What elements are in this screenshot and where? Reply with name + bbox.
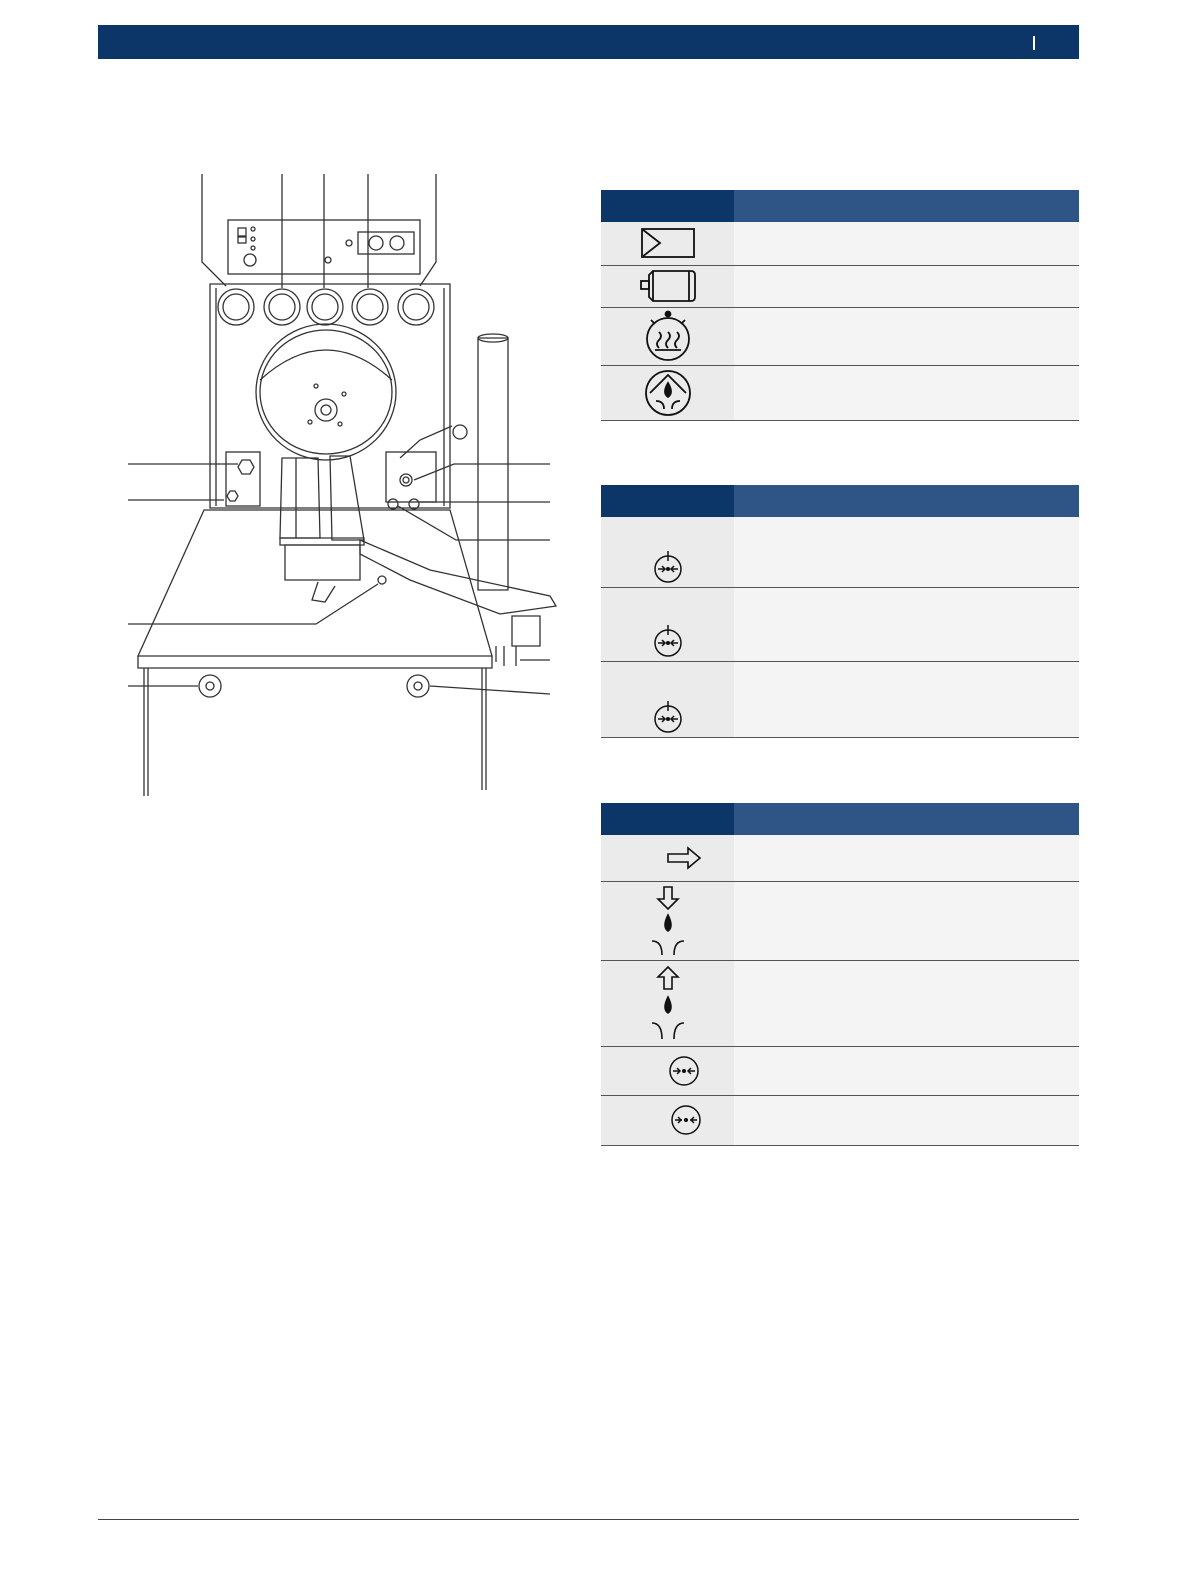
table-cell-text xyxy=(734,835,1079,881)
table-cell-text xyxy=(734,365,1079,420)
program-play-icon xyxy=(601,227,734,259)
pressure-gauges xyxy=(218,289,434,325)
header-bar xyxy=(98,25,1079,59)
table-cell-text xyxy=(734,307,1079,365)
table-row xyxy=(601,960,1079,1046)
work-table xyxy=(138,510,492,796)
table-1-header-description xyxy=(734,190,1079,222)
table-cell-text xyxy=(734,587,1079,661)
side-callout-lines xyxy=(128,464,550,694)
symbol-table-2 xyxy=(601,485,1079,738)
footer-rule xyxy=(98,1519,1079,1520)
table-2-header-description xyxy=(734,485,1079,517)
adjust-knobs xyxy=(199,675,429,697)
clamp-close-icon xyxy=(601,1055,734,1087)
table-row xyxy=(601,517,1079,587)
table-cell-text xyxy=(734,960,1079,1046)
table-cell-text xyxy=(734,1095,1079,1145)
table-row xyxy=(601,222,1079,265)
table-row xyxy=(601,365,1079,420)
table-row xyxy=(601,265,1079,307)
table-row xyxy=(601,835,1079,881)
test-bench-drawing xyxy=(120,170,560,800)
table-row xyxy=(601,661,1079,737)
table-cell-text xyxy=(734,265,1079,307)
table-2-header-symbol xyxy=(601,485,734,517)
table-row xyxy=(601,881,1079,960)
flywheel xyxy=(256,324,396,460)
table-cell-text xyxy=(734,881,1079,960)
table-row xyxy=(601,1046,1079,1095)
table-1-header-symbol xyxy=(601,190,734,222)
fluid-pressure-icon xyxy=(601,369,734,417)
symbol-table-3 xyxy=(601,803,1079,1146)
clamp-release-icon xyxy=(601,549,734,583)
clamp-release-icon xyxy=(601,623,734,657)
table-cell-text xyxy=(734,517,1079,587)
table-3-header-description xyxy=(734,803,1079,835)
fluid-outlet-icon xyxy=(601,965,734,1041)
table-cell-text xyxy=(734,1046,1079,1095)
heating-icon xyxy=(601,310,734,362)
table-row xyxy=(601,587,1079,661)
table-row xyxy=(601,307,1079,365)
clamp-open-icon xyxy=(601,1104,734,1136)
clamp-release-icon xyxy=(601,699,734,733)
table-cell-text xyxy=(734,661,1079,737)
arrow-right-icon xyxy=(601,846,734,870)
header-separator xyxy=(1033,36,1035,50)
electric-motor-icon xyxy=(601,269,734,303)
test-bench-figure xyxy=(120,170,560,800)
table-row xyxy=(601,1095,1079,1145)
symbol-table-1 xyxy=(601,190,1079,421)
clamp-block xyxy=(280,456,364,602)
table-3-header-symbol xyxy=(601,803,734,835)
table-cell-text xyxy=(734,222,1079,265)
top-callout-lines xyxy=(202,174,436,288)
slide-rail xyxy=(360,540,556,614)
fluid-inlet-icon xyxy=(601,885,734,957)
